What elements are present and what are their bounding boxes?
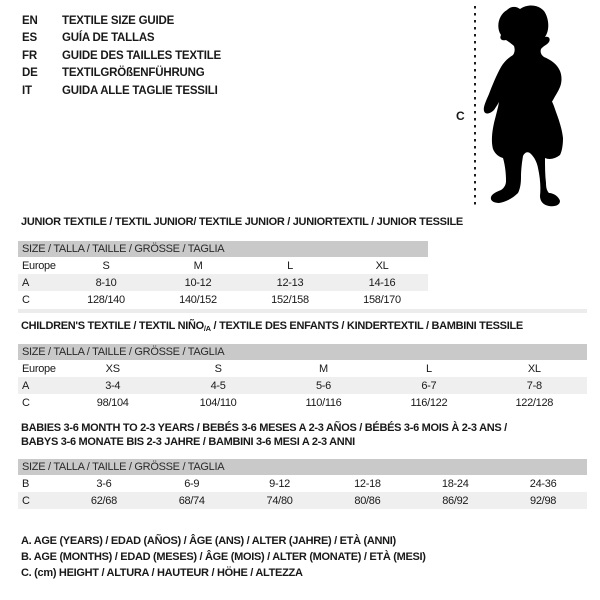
- children-size-table: [18, 344, 587, 411]
- lang-title: TEXTILGRÖßENFÜHRUNG: [62, 67, 205, 80]
- lang-title: GUIDE DES TAILLES TEXTILE: [62, 49, 221, 62]
- lang-code: DE: [22, 67, 38, 80]
- cell: 98/104: [96, 396, 129, 409]
- row-label: A: [18, 377, 60, 394]
- table-row: [18, 291, 428, 308]
- row-label: Europe: [22, 362, 56, 375]
- cell: 3-6: [96, 477, 112, 490]
- lang-title: GUÍA DE TALLAS: [62, 32, 155, 45]
- cell: S: [102, 259, 110, 272]
- title-line-2: BABYS 3-6 MONATE BIS 2-3 JAHRE / BAMBINI 3-6 MESI A 2-3 ANNI: [21, 435, 355, 448]
- row-label: C: [22, 396, 30, 409]
- cell: 18-24: [441, 477, 469, 490]
- title-line-1: BABIES 3-6 MONTH TO 2-3 YEARS / BEBÉS 3-6 MESES A 2-3 AÑOS / BÉBÉS 3-6 MOIS À 2-3 ANS /: [21, 422, 507, 434]
- cell: 128/140: [87, 293, 125, 306]
- table-row: [18, 360, 587, 377]
- cell: 110/116: [305, 396, 342, 409]
- table-row: [18, 274, 428, 291]
- cell: 3-4: [60, 377, 165, 394]
- cell: 6-9: [184, 477, 200, 490]
- lang-title: TEXTILE SIZE GUIDE: [62, 14, 175, 27]
- table-row: [18, 492, 587, 509]
- cell: 5-6: [271, 377, 376, 394]
- cell: 8-10: [60, 274, 152, 291]
- size-header-label: SIZE / TALLA / TAILLE / GRÖSSE / TAGLIA: [18, 459, 587, 475]
- cell: 14-16: [336, 274, 428, 291]
- lang-row-it: [22, 82, 221, 100]
- cell: 62/68: [60, 492, 148, 509]
- table-row: [18, 475, 587, 492]
- cell: 116/122: [410, 396, 448, 409]
- cell: 122/128: [515, 396, 554, 409]
- toddler-silhouette-icon: [470, 0, 590, 212]
- row-label: C: [22, 293, 30, 306]
- cell: 12-18: [354, 477, 381, 490]
- row-label: Europe: [22, 259, 56, 272]
- size-header-label: SIZE / TALLA / TAILLE / GRÖSSE / TAGLIA: [18, 241, 428, 257]
- cell: M: [319, 362, 328, 375]
- height-measure-label: C: [456, 109, 465, 123]
- footnote-c: C. (cm) HEIGHT / ALTURA / HAUTEUR / HÖHE / ALTEZZA: [21, 567, 303, 579]
- cell: M: [193, 259, 203, 272]
- cell: 10-12: [152, 274, 244, 291]
- lang-code: IT: [22, 84, 32, 97]
- lang-row-en: [22, 12, 221, 30]
- junior-table-title: JUNIOR TEXTILE / TEXTIL JUNIOR/ TEXTILE JUNIOR / JUNIORTEXTIL / JUNIOR TESSILE: [21, 216, 463, 228]
- cell: 4-5: [165, 377, 270, 394]
- cell: S: [214, 362, 222, 375]
- cell: 68/74: [148, 492, 236, 509]
- lang-code: EN: [22, 14, 38, 27]
- babies-table-title: [21, 422, 507, 449]
- cell: 24-36: [529, 477, 557, 490]
- size-header-bar: [18, 241, 428, 257]
- cell: 7-8: [482, 377, 587, 394]
- language-title-block: [22, 12, 221, 100]
- junior-size-table: [18, 241, 428, 308]
- children-table-title: [21, 320, 523, 336]
- size-header-bar: [18, 344, 587, 360]
- cell: 158/170: [363, 293, 401, 306]
- cell: 74/80: [236, 492, 324, 509]
- size-header-bar: [18, 459, 587, 475]
- babies-size-table: [18, 459, 587, 509]
- lang-title: GUIDA ALLE TAGLIE TESSILI: [62, 84, 218, 97]
- table-row: [18, 394, 587, 411]
- cell: 6-7: [376, 377, 481, 394]
- title-text: CHILDREN'S TEXTILE / TEXTIL NIÑO: [21, 320, 204, 332]
- divider-rule: [18, 309, 587, 313]
- footnote-b: B. AGE (MONTHS) / EDAD (MESES) / ÂGE (MOIS) / ALTER (MONATE) / ETÀ (MESI): [21, 551, 426, 563]
- cell: 152/158: [271, 293, 309, 306]
- title-subscript: /A: [203, 324, 211, 333]
- cell: 104/110: [199, 396, 237, 409]
- size-header-label: SIZE / TALLA / TAILLE / GRÖSSE / TAGLIA: [18, 344, 587, 360]
- cell: 86/92: [411, 492, 499, 509]
- cell: 80/86: [323, 492, 411, 509]
- row-label: A: [18, 274, 60, 291]
- cell: XL: [375, 259, 389, 272]
- lang-row-fr: [22, 47, 221, 65]
- lang-code: ES: [22, 32, 37, 45]
- cell: XS: [105, 362, 120, 375]
- title-text: / TEXTILE DES ENFANTS / KINDERTEXTIL / BAMBINI TESSILE: [210, 320, 523, 332]
- cell: 140/152: [179, 293, 217, 306]
- lang-code: FR: [22, 49, 37, 62]
- legend-footnotes: [21, 533, 426, 581]
- row-label: C: [18, 492, 60, 509]
- cell: L: [425, 362, 432, 375]
- cell: L: [287, 259, 293, 272]
- cell: 9-12: [269, 477, 290, 490]
- row-label: B: [22, 477, 30, 490]
- table-row: [18, 257, 428, 274]
- footnote-a: A. AGE (YEARS) / EDAD (AÑOS) / ÂGE (ANS) / ALTER (JAHRE) / ETÀ (ANNI): [21, 535, 396, 547]
- cell: 92/98: [499, 492, 587, 509]
- lang-row-de: [22, 65, 221, 83]
- lang-row-es: [22, 30, 221, 48]
- table-row: [18, 377, 587, 394]
- cell: 12-13: [244, 274, 336, 291]
- cell: XL: [527, 362, 541, 375]
